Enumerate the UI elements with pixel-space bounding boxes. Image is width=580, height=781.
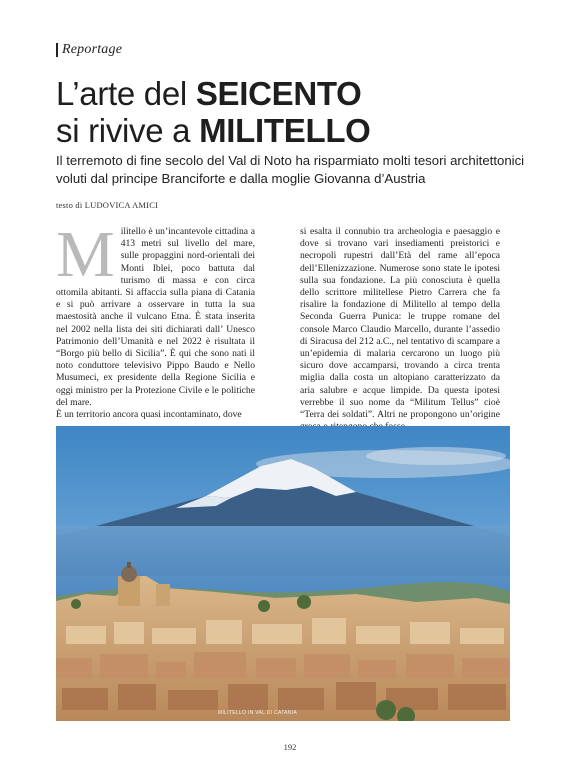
drop-cap: M: [56, 218, 115, 291]
article-paragraph: È un territorio ancora quasi incontaminato, dove: [56, 409, 242, 421]
section-label: Reportage: [62, 42, 123, 57]
section-tag: [56, 42, 122, 58]
byline: testo di LUDOVICA AMICI: [56, 200, 159, 210]
article-column-1: [56, 218, 255, 421]
article-paragraph: si esalta il connubio tra archeologia e paesaggio e dove si trovano vari insediamenti preistorici e necropoli rupestri dall’Età del rame all’epoca dell’Ellenizzazione. Numerose sono state le ipotesi sulla sua fondazione. La più conosciuta è quella dello scrittore militellese Pietro Carrera che fa risalire la fondazione di Militello al tempo della Seconda Guerra Punica: le truppe romane del console Marco Claudio Marcello, durante l’assedio di Siracusa del 212 a.C., nel tentativo di scampare a un’epidemia di malaria cercarono un luogo più sicuro dove accamparsi, trovando a circa trenta miglia dalla costa un altopiano caratterizzato da aria salubre e acque limpide. Da questa ipotesi verrebbe il suo nome da “Militum Tellus” cioè “Terra dei soldati”. Altri ne propongono un’origine: [300, 226, 500, 421]
title-line-1-light: L’arte del: [56, 75, 196, 112]
section-tag-bar: [56, 43, 58, 57]
article-paragraph: ilitello è un’incantevole cittadina a 413 metri sul livello del mare, sulle propaggini nord-orientali dei Monti Iblei, poco battuta dal turismo di massa e con circa ottomila abitanti. Si affaccia sulla piana di Catania e si può arrivare a osservare in tutta la sua maestosità anche il vulcano Etna. È stata inserita nel 2002 nella lista dei siti dichiarati dall’ Unesco Patrimonio dell’Umanità e nel 2022 è risultata il “Borgo più bello di Sicilia”. È qui che sono nati il noto conduttore televisivo Pippo Baudo e Nello Musumeci, ex presidente della Regione Sicilia e oggi ministro per la Protezione Civile e le politiche del mare.: [56, 226, 255, 408]
subtitle: Il terremoto di fine secolo del Val di Noto ha risparmiato molti tesori architettonici voluti dal principe Branciforte e dalla moglie Giovanna d’Austria: [56, 153, 525, 186]
hero-photo-etna-militello: [56, 426, 510, 721]
landscape-illustration: [56, 426, 510, 721]
article-column-2: [300, 226, 500, 433]
page-title: [56, 75, 536, 149]
title-line-2-light: si rivive a: [56, 112, 200, 149]
title-line-1: [56, 75, 536, 112]
title-line-2: [56, 112, 536, 149]
page-number: 192: [283, 742, 297, 752]
title-line-2-bold: MILITELLO: [199, 112, 371, 149]
photo-credit: MILITELLO IN VAL DI CATANIA: [218, 710, 298, 716]
title-line-1-bold: SEICENTO: [195, 75, 362, 112]
